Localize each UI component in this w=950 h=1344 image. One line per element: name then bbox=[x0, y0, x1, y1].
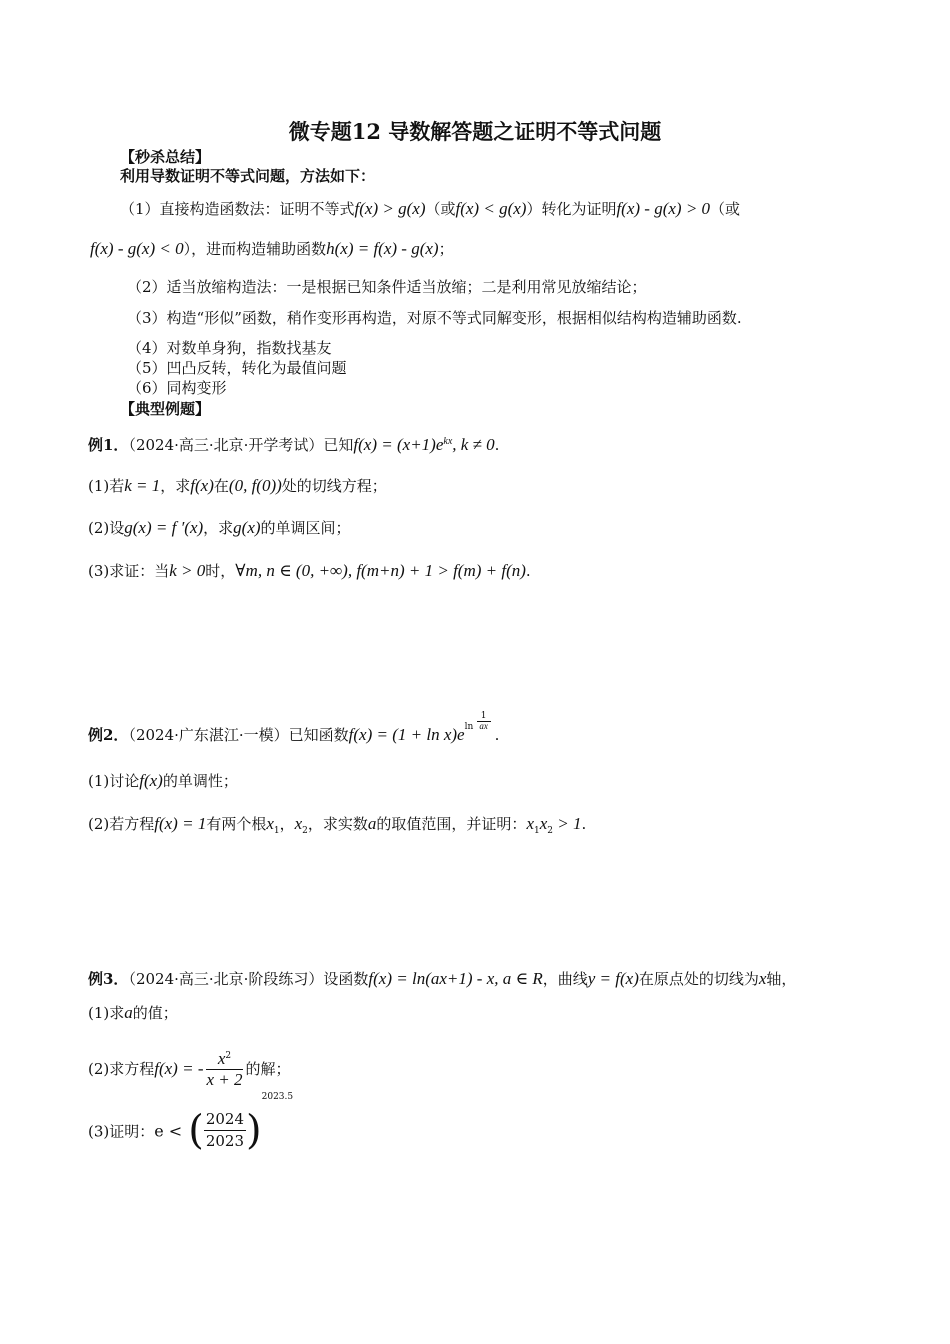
q2-math-gx: g(x) bbox=[233, 518, 261, 537]
q3-math-ineq: ∀m, n ∈ (0, +∞), f(m+n) + 1 > f(m) + f(n) bbox=[235, 561, 526, 580]
ex2-q1-math: f(x) bbox=[139, 771, 163, 790]
method-1-text-b: （或 bbox=[425, 200, 456, 218]
example-3-text-c: 在原点处的切线为 bbox=[638, 970, 759, 988]
example-1-statement bbox=[88, 432, 499, 455]
example-2-q2 bbox=[88, 814, 586, 841]
ex2-q2-end: . bbox=[581, 815, 587, 833]
method-3: （3）构造“形似”函数，稍作变形再构造，对原不等式同解变形，根据相似结构构造辅助函数. bbox=[127, 309, 742, 327]
examples-header: 【典型例题】 bbox=[120, 400, 211, 418]
formula-h: h(x) = f(x) - g(x) bbox=[326, 239, 439, 258]
example-1-end: . bbox=[494, 436, 500, 454]
ex3-q3-denominator: 2023 bbox=[205, 1132, 245, 1150]
example-3-source: （2024·高三·北京·阶段练习）设函数 bbox=[128, 970, 369, 988]
example-2-q1 bbox=[88, 771, 238, 791]
paren-left: ( bbox=[188, 1107, 204, 1154]
example-2-statement bbox=[88, 711, 500, 745]
example-3-q2 bbox=[88, 1048, 291, 1092]
example-3-function: f(x) = ln(ax+1) - x, a ∈ R bbox=[368, 969, 543, 988]
exponent-denominator: ax bbox=[479, 721, 488, 731]
ex2-q2-x2-sub: 2 bbox=[302, 826, 308, 836]
method-4: （4）对数单身狗，指数找基友 bbox=[127, 339, 332, 357]
method-5: （5）凹凸反转，转化为最值问题 bbox=[127, 359, 347, 377]
method-1-line-2 bbox=[90, 239, 454, 259]
ex3-q2-fraction bbox=[206, 1046, 242, 1090]
q3-text-a: (3)求证：当 bbox=[88, 562, 170, 580]
example-2-function: f(x) = (1 + ln x)e bbox=[348, 725, 465, 744]
example-2-end: . bbox=[494, 726, 500, 744]
ex2-q1-text-b: 的单调性； bbox=[162, 772, 238, 790]
method-1-text-e: ），进而构造辅助函数 bbox=[183, 240, 327, 258]
method-2: （2）适当放缩构造法：一是根据已知条件适当放缩；二是利用常见放缩结论； bbox=[127, 278, 647, 296]
q3-text-c: . bbox=[525, 562, 531, 580]
exponent-numerator: 1 bbox=[477, 712, 491, 722]
ex2-q2-prod-x2: x bbox=[539, 814, 548, 833]
example-1-exponent: kx bbox=[443, 436, 453, 447]
method-1-text-d: （或 bbox=[710, 200, 741, 218]
method-1-text-c: ）转化为证明 bbox=[526, 200, 617, 218]
method-1-line-1 bbox=[120, 199, 740, 219]
ex2-q2-text-c: ， bbox=[279, 815, 295, 833]
ex2-q2-text-b: 有两个根 bbox=[206, 815, 267, 833]
example-3-curve: y = f(x) bbox=[587, 969, 639, 988]
ex3-q3-e-lt: e < bbox=[154, 1121, 183, 1141]
ex2-q2-prod-sub1: 1 bbox=[533, 826, 540, 836]
ex2-q2-prod-gt: > 1 bbox=[553, 814, 582, 833]
ex2-q2-x2: x bbox=[294, 814, 303, 833]
ex2-q2-text-e: 的取值范围，并证明： bbox=[376, 815, 527, 833]
example-3-label: 例3． bbox=[88, 970, 129, 988]
paren-right: ) bbox=[246, 1107, 262, 1154]
example-3-q3 bbox=[88, 1092, 294, 1154]
method-1-text-f: ； bbox=[438, 240, 454, 258]
exponent-fraction bbox=[477, 712, 491, 731]
ex2-q2-a: a bbox=[367, 814, 377, 833]
ex2-q2-prod-x1: x bbox=[526, 814, 534, 833]
example-1-condition: , k ≠ 0 bbox=[452, 435, 495, 454]
ex3-q3-text-a: (3)证明： bbox=[88, 1122, 155, 1141]
ex3-q2-num-sup: 2 bbox=[225, 1051, 232, 1061]
ex2-q1-text-a: (1)讨论 bbox=[88, 772, 140, 790]
example-3-text-b: ，曲线 bbox=[542, 970, 588, 988]
example-1-q2 bbox=[88, 518, 351, 538]
formula-f-gt-g: f(x) > g(x) bbox=[354, 199, 426, 218]
example-2-exponent bbox=[464, 711, 495, 745]
ex2-q2-x1: x bbox=[266, 814, 274, 833]
example-3-q1 bbox=[88, 1003, 178, 1023]
ex2-q2-text-a: (2)若方程 bbox=[88, 815, 155, 833]
ex3-q3-fraction bbox=[204, 1109, 246, 1152]
method-6: （6）同构变形 bbox=[127, 379, 227, 397]
ex3-q2-text-a: (2)求方程 bbox=[88, 1060, 155, 1078]
ex3-q3-power bbox=[188, 1092, 294, 1154]
q3-text-b: 时， bbox=[205, 562, 236, 580]
q1-math-k: k = 1 bbox=[124, 476, 161, 495]
example-2-source: （2024·广东湛江·一模）已知函数 bbox=[128, 726, 349, 744]
q1-math-point: (0, f(0)) bbox=[228, 476, 282, 495]
exponent-ln: ln bbox=[464, 722, 474, 732]
ex3-q2-text-b: 的解； bbox=[245, 1060, 291, 1078]
ex3-q1-a: a bbox=[124, 1003, 133, 1022]
q1-text-d: 处的切线方程； bbox=[281, 477, 387, 495]
q3-math-k: k > 0 bbox=[169, 561, 206, 580]
q1-math-f: f(x) bbox=[190, 476, 214, 495]
ex3-q3-exponent: 2023.5 bbox=[261, 1092, 294, 1102]
ex3-q2-denominator: x + 2 bbox=[206, 1070, 243, 1089]
summary-intro: 利用导数证明不等式问题，方法如下： bbox=[120, 167, 376, 185]
q2-math-g: g(x) = f ′(x) bbox=[124, 518, 204, 537]
q2-text-c: 的单调区间； bbox=[260, 519, 351, 537]
method-1-text-a: （1）直接构造函数法：证明不等式 bbox=[120, 200, 355, 218]
example-1-label: 例1． bbox=[88, 436, 129, 454]
example-2-label: 例2． bbox=[88, 726, 129, 744]
ex3-q2-lhs: f(x) = - bbox=[154, 1059, 204, 1078]
page-title: 微专题12 导数解答题之证明不等式问题 bbox=[288, 119, 662, 144]
ex3-q3-numerator: 2024 bbox=[204, 1109, 246, 1131]
example-1-q1 bbox=[88, 476, 387, 496]
q1-text-a: (1)若 bbox=[88, 477, 125, 495]
q2-text-b: ，求 bbox=[203, 519, 234, 537]
example-1-q3 bbox=[88, 561, 531, 581]
q1-text-b: ，求 bbox=[160, 477, 191, 495]
ex3-q1-text-b: 的值； bbox=[132, 1004, 178, 1022]
ex2-q2-x1-sub: 1 bbox=[273, 826, 280, 836]
ex3-q2-num-x: x bbox=[217, 1049, 226, 1068]
formula-diff-lt-0: f(x) - g(x) < 0 bbox=[90, 239, 184, 258]
summary-header: 【秒杀总结】 bbox=[120, 148, 211, 166]
ex3-q2-numerator bbox=[206, 1046, 242, 1070]
ex2-q2-text-d: ，求实数 bbox=[307, 815, 368, 833]
ex3-q1-text-a: (1)求 bbox=[88, 1004, 125, 1022]
example-1-source: （2024·高三·北京·开学考试）已知 bbox=[128, 436, 354, 454]
example-1-function: f(x) = (x+1)e bbox=[353, 435, 444, 454]
q2-text-a: (2)设 bbox=[88, 519, 125, 537]
example-3-statement bbox=[88, 969, 796, 989]
example-3-x: x bbox=[758, 969, 767, 988]
ex2-q2-math-eq: f(x) = 1 bbox=[154, 814, 207, 833]
formula-f-lt-g: f(x) < g(x) bbox=[455, 199, 527, 218]
q1-text-c: 在 bbox=[213, 477, 229, 495]
ex2-q2-prod-sub2: 2 bbox=[547, 826, 553, 836]
formula-diff-gt-0: f(x) - g(x) > 0 bbox=[616, 199, 711, 218]
example-3-text-d: 轴， bbox=[766, 970, 797, 988]
